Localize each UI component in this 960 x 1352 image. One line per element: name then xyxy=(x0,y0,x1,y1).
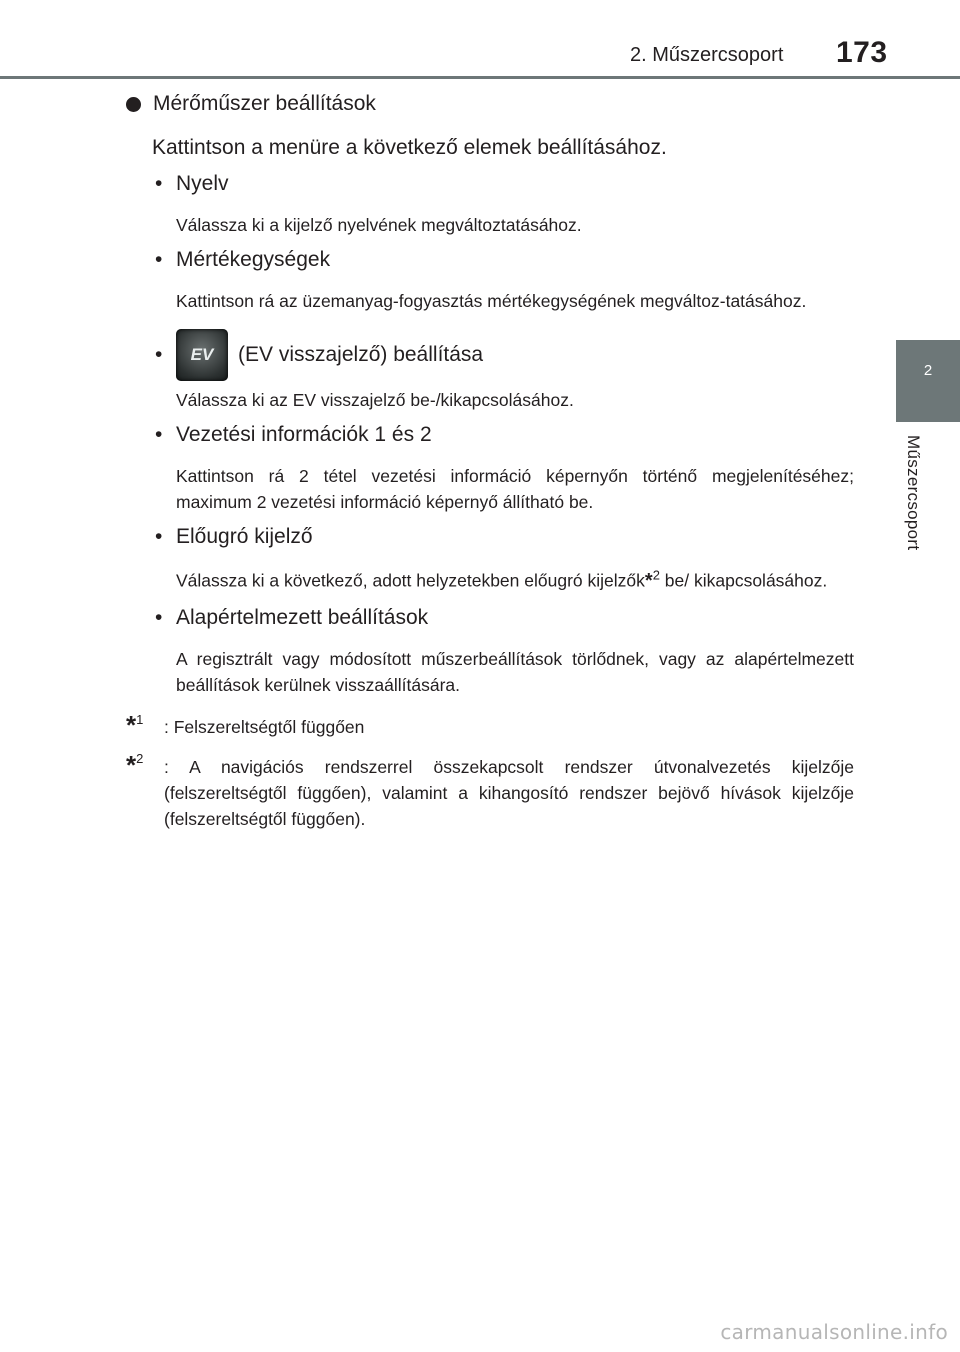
list-item xyxy=(152,423,854,516)
page-number: 173 xyxy=(836,36,888,69)
list-item xyxy=(152,329,854,413)
bullet-icon: • xyxy=(155,525,163,549)
header-section-title: 2. Műszercsoport xyxy=(630,44,784,66)
footnote-marker: *$^2$ xyxy=(126,749,144,780)
footnote-marker: *$^1$ xyxy=(126,710,144,741)
bullet-icon: • xyxy=(155,172,163,195)
list-item xyxy=(152,525,854,596)
filled-circle-bullet-icon xyxy=(126,97,141,112)
footnote-reference: *$^2$ xyxy=(644,567,660,592)
ev-indicator-icon: EV xyxy=(176,329,228,381)
watermark: carmanualsonline.info xyxy=(720,1320,948,1344)
item-description: Kattintson rá 2 tétel vezetési információ képernyőn történő megjelenítéséhez; maximum 2 vezetési információ képernyő állítható be. xyxy=(176,465,854,512)
footnote-text: : A navigációs rendszerrel összekapcsolt rendszer útvonalvezetés kijelzője (felszereltségtől függően), valamint a kihangosító rendszer bejövő hívások kijelzője (felszereltségtől függően). xyxy=(164,756,854,830)
item-description xyxy=(176,565,854,596)
footnotes xyxy=(126,710,854,832)
settings-list xyxy=(152,172,854,698)
item-title: Mértékegységek xyxy=(176,248,331,272)
footnote xyxy=(126,710,854,743)
section-intro: Kattintson a menüre a következő elemek beállításához. xyxy=(152,136,667,159)
item-title: (EV visszajelző) beállítása xyxy=(238,342,484,366)
item-title: Vezetési információk 1 és 2 xyxy=(176,422,432,446)
side-tab xyxy=(896,340,960,422)
description-text: be/ kikapcsolásához. xyxy=(659,570,828,591)
footnote xyxy=(126,749,854,833)
list-item xyxy=(152,606,854,699)
page-content xyxy=(126,90,854,832)
section-title: Mérőműszer beállítások xyxy=(153,92,376,115)
side-tab-label: Műszercsoport xyxy=(904,435,923,551)
item-description: Válassza ki az EV visszajelző be-/kikapcsolásához. xyxy=(176,389,574,410)
item-description: Kattintson rá az üzemanyag-fogyasztás mértékegységének megváltoz-tatásához. xyxy=(176,291,807,312)
bullet-icon: • xyxy=(155,605,163,629)
list-item xyxy=(152,172,854,238)
bullet-icon: • xyxy=(155,422,163,446)
item-title: Nyelv xyxy=(176,172,229,195)
footnote-text: : Felszereltségtől függően xyxy=(164,717,365,738)
bullet-icon: • xyxy=(155,342,163,366)
section-heading xyxy=(126,92,854,116)
list-item xyxy=(152,248,854,314)
item-title: Előugró kijelző xyxy=(176,525,313,549)
header-rule xyxy=(0,76,960,79)
bullet-icon: • xyxy=(155,248,163,272)
side-tab-number: 2 xyxy=(923,362,933,379)
item-description: A regisztrált vagy módosított műszerbeállítások törlődnek, vagy az alapértelmezett beállítások kerülnek visszaállítására. xyxy=(176,648,854,696)
description-text: Válassza ki a következő, adott helyzetekben előugró kijelzők xyxy=(176,570,645,591)
item-description: Válassza ki a kijelző nyelvének megváltoztatásához. xyxy=(176,215,582,235)
item-title: Alapértelmezett beállítások xyxy=(176,605,429,629)
